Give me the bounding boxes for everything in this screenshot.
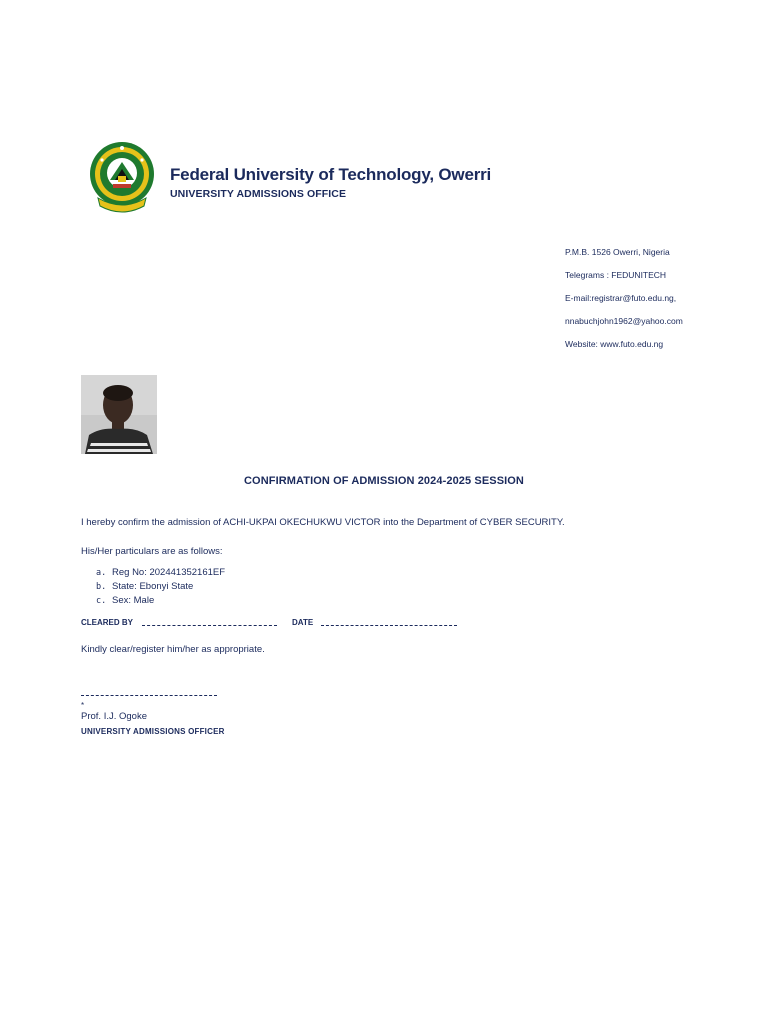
institution-name: Federal University of Technology, Owerri — [170, 165, 492, 184]
cleared-by-line — [142, 625, 277, 626]
signer-name: Prof. I.J. Ogoke — [81, 711, 147, 722]
confirmation-text: I hereby confirm the admission of ACHI-UKPAI OKECHUKWU VICTOR into the Department of CYBER SECURITY. — [81, 517, 565, 528]
contact-website: Website: www.futo.edu.ng — [565, 339, 664, 349]
state: State: Ebonyi State — [112, 581, 194, 592]
signature-mark: * — [81, 701, 85, 710]
office-name: UNIVERSITY ADMISSIONS OFFICE — [170, 188, 347, 200]
university-crest-logo — [88, 140, 156, 216]
instruction-text: Kindly clear/register him/her as appropriate. — [81, 644, 265, 655]
list-marker: a. — [96, 568, 107, 578]
sex: Sex: Male — [112, 595, 155, 606]
contact-address: P.M.B. 1526 Owerri, Nigeria — [565, 247, 670, 257]
contact-block — [565, 241, 683, 356]
crest-icon — [88, 140, 156, 216]
contact-telegrams: Telegrams : FEDUNITECH — [565, 270, 667, 280]
cleared-by-label: CLEARED BY — [81, 618, 134, 627]
passport-photo — [81, 375, 157, 454]
date-label: DATE — [292, 618, 314, 627]
contact-email-alt: nnabuchjohn1962@yahoo.com — [565, 316, 683, 326]
list-item — [96, 566, 225, 580]
list-item — [96, 580, 225, 594]
particulars-intro: His/Her particulars are as follows: — [81, 546, 223, 557]
signature-line — [81, 695, 217, 696]
reg-no: Reg No: 202441352161EF — [112, 567, 226, 578]
list-item — [96, 594, 225, 608]
date-line — [321, 625, 457, 626]
signer-title: UNIVERSITY ADMISSIONS OFFICER — [81, 727, 225, 736]
list-marker: b. — [96, 582, 107, 592]
document-title: CONFIRMATION OF ADMISSION 2024-2025 SESSION — [244, 475, 524, 487]
portrait-icon — [81, 375, 157, 454]
contact-email: E-mail:registrar@futo.edu.ng, — [565, 293, 677, 303]
list-marker: c. — [96, 596, 107, 606]
particulars-list — [96, 566, 225, 608]
